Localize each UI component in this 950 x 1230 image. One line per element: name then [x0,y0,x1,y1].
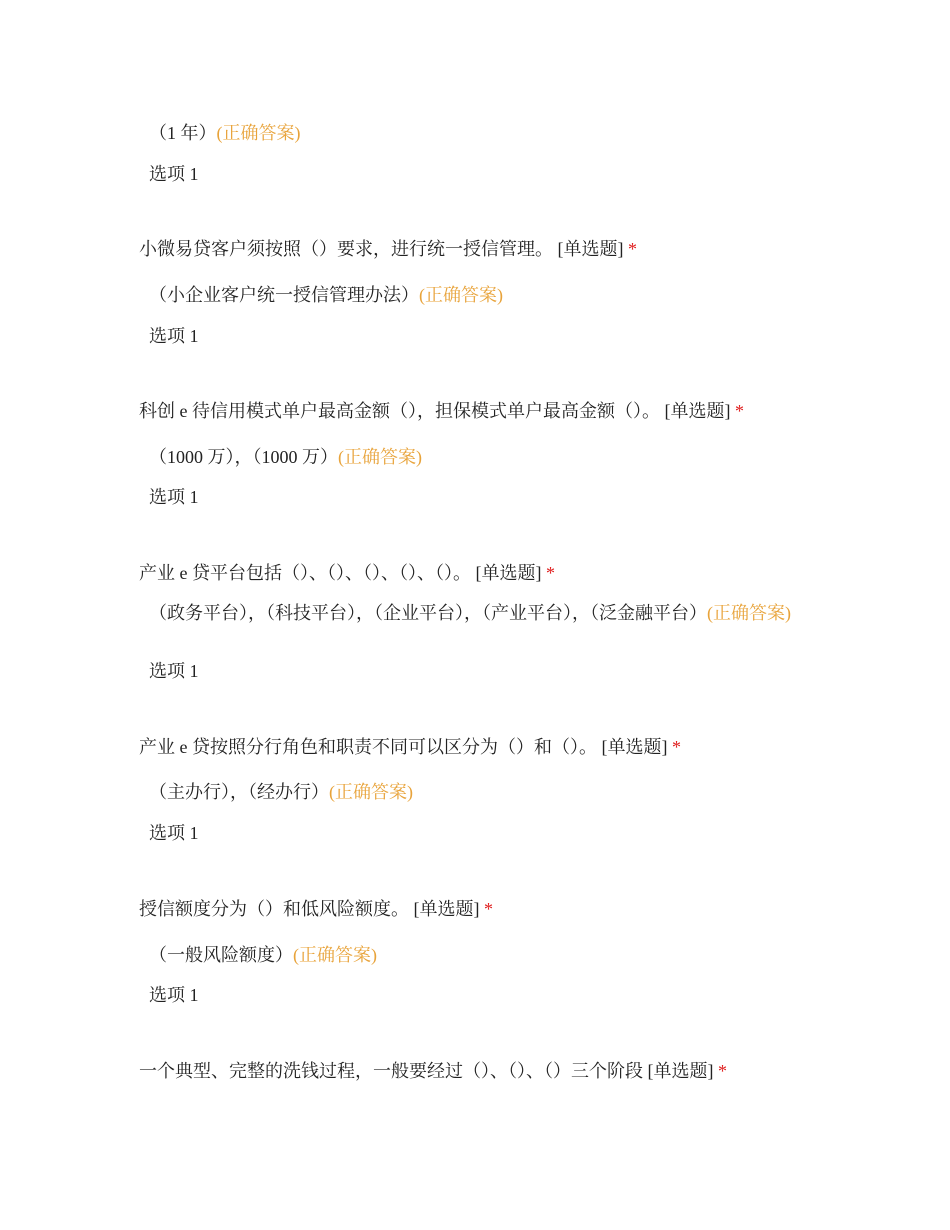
question-type: [单选题] [475,563,542,583]
answer-line [149,943,799,967]
question-text: 一个典型、完整的洗钱过程，一般要经过（）、（）、（）三个阶段 [139,1061,643,1081]
question-text: 小微易贷客户须按照（）要求，进行统一授信管理。 [139,239,553,259]
answer-text: （政务平台），（科技平台），（企业平台），（产业平台），（泛金融平台） [149,603,707,623]
required-mark: * [718,1061,727,1081]
question-title [139,237,839,261]
answer-line [149,445,799,469]
answer-text: （小企业客户统一授信管理办法） [149,285,419,305]
answer-line [149,780,799,804]
answer-text: （1000 万），（1000 万） [149,447,338,467]
question-title [139,1059,839,1083]
question-title [139,399,839,423]
answer-text: （一般风险额度） [149,945,293,965]
correct-answer-label: (正确答案) [293,945,377,965]
required-mark: * [546,563,555,583]
option-label: 选项 1 [149,823,199,843]
required-mark: * [484,899,493,919]
answer-line [149,121,799,145]
option-label: 选项 1 [149,164,199,184]
question-type: [单选题] [413,899,480,919]
answer-text: （主办行），（经办行） [149,782,329,802]
question-type: [单选题] [664,401,731,421]
answer-text: （1 年） [149,123,217,143]
required-mark: * [735,401,744,421]
correct-answer-label: (正确答案) [419,285,503,305]
question-type: [单选题] [557,239,624,259]
option-label: 选项 1 [149,661,199,681]
required-mark: * [672,737,681,757]
correct-answer-label: (正确答案) [338,447,422,467]
option-label: 选项 1 [149,985,199,1005]
question-title [139,561,839,585]
answer-line [149,601,799,625]
question-title [139,735,839,759]
question-text: 科创 e 待信用模式单户最高金额（），担保模式单户最高金额（）。 [139,401,660,421]
question-text: 授信额度分为（）和低风险额度。 [139,899,409,919]
question-title [139,897,839,921]
correct-answer-label: (正确答案) [216,123,301,143]
correct-answer-label: (正确答案) [329,782,413,802]
option-label: 选项 1 [149,487,199,507]
question-type: [单选题] [647,1061,714,1081]
required-mark: * [628,239,637,259]
correct-answer-label: (正确答案) [707,603,791,623]
answer-line [149,283,799,307]
option-label: 选项 1 [149,326,199,346]
question-type: [单选题] [601,737,668,757]
question-text: 产业 e 贷按照分行角色和职责不同可以区分为（）和（）。 [139,737,597,757]
question-text: 产业 e 贷平台包括（）、（）、（）、（）、（）。 [139,563,471,583]
